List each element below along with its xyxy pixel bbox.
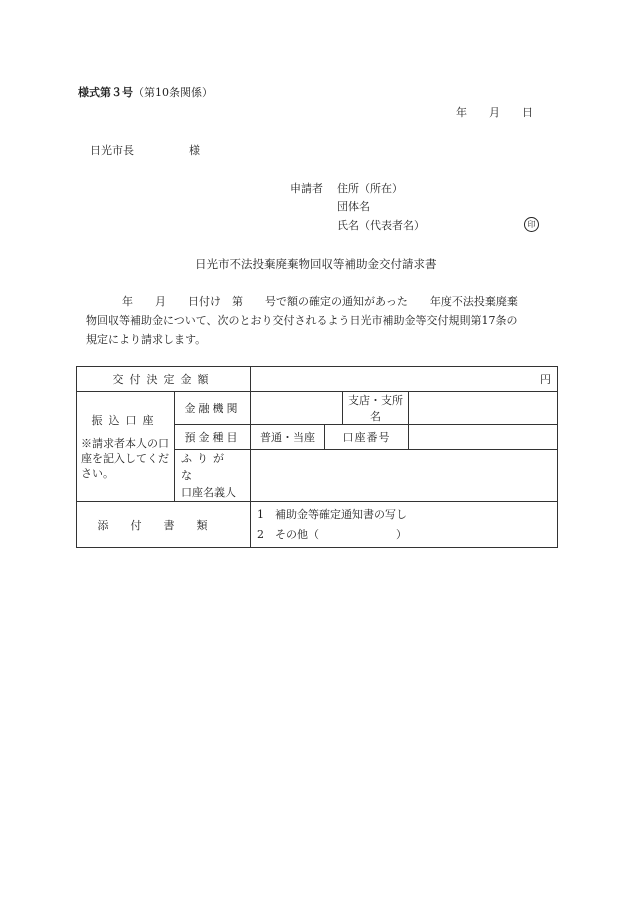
account-number-field[interactable] (409, 425, 558, 450)
branch-field[interactable] (409, 392, 558, 425)
account-number-label: 口座番号 (325, 425, 409, 450)
transfer-account-note: ※請求者本人の口座を記入してください。 (81, 437, 169, 480)
form-relation: （第10条関係） (133, 86, 213, 99)
transfer-account-label: 振込口座 (91, 414, 160, 427)
bank-label: 金融機関 (175, 392, 251, 425)
branch-label: 支店・支所名 (343, 392, 409, 425)
transfer-account-cell (77, 392, 175, 502)
form-number (78, 84, 213, 100)
date-line: 年 月 日 (456, 106, 533, 119)
yen-unit: 円 (540, 373, 551, 386)
applicant-group: 団体名 (337, 200, 370, 213)
document-title: 日光市不法投棄廃棄物回収等補助金交付請求書 (195, 257, 437, 271)
body-line: 物回収等補助金について、次のとおり交付されるよう日光市補助金等交付規則第17条の (86, 314, 518, 327)
attachments-list (251, 502, 558, 548)
decided-amount-field[interactable] (251, 367, 558, 392)
deposit-type-label: 預金種目 (175, 425, 251, 450)
form-number-label: 様式第３号 (78, 86, 133, 99)
deposit-type-value[interactable]: 普通・当座 (251, 425, 325, 450)
seal-mark (524, 217, 539, 232)
body-paragraph (86, 292, 556, 349)
addressee: 日光市長 様 (90, 144, 200, 157)
holder-field[interactable] (251, 450, 558, 502)
holder-label-cell (175, 450, 251, 502)
holder-label: 口座名義人 (181, 486, 236, 499)
body-line: 規定により請求します。 (86, 333, 207, 346)
bank-field[interactable] (251, 392, 343, 425)
applicant-label: 申請者 (290, 182, 323, 195)
applicant-address: 住所（所在） (337, 182, 403, 195)
decided-amount-label: 交付決定金額 (77, 367, 251, 392)
body-line: 年 月 日付け 第 号で額の確定の通知があった 年度不法投棄廃棄 (122, 295, 518, 308)
applicant-name: 氏名（代表者名） (337, 219, 425, 232)
attachment-item: 2 その他（ ） (257, 527, 407, 541)
furigana-label: ふりがな (181, 452, 229, 482)
seal-text: 印 (524, 217, 539, 232)
attachments-label: 添付書類 (77, 502, 251, 548)
attachment-item: 1 補助金等確定通知書の写し (257, 507, 407, 521)
request-table (76, 366, 558, 548)
